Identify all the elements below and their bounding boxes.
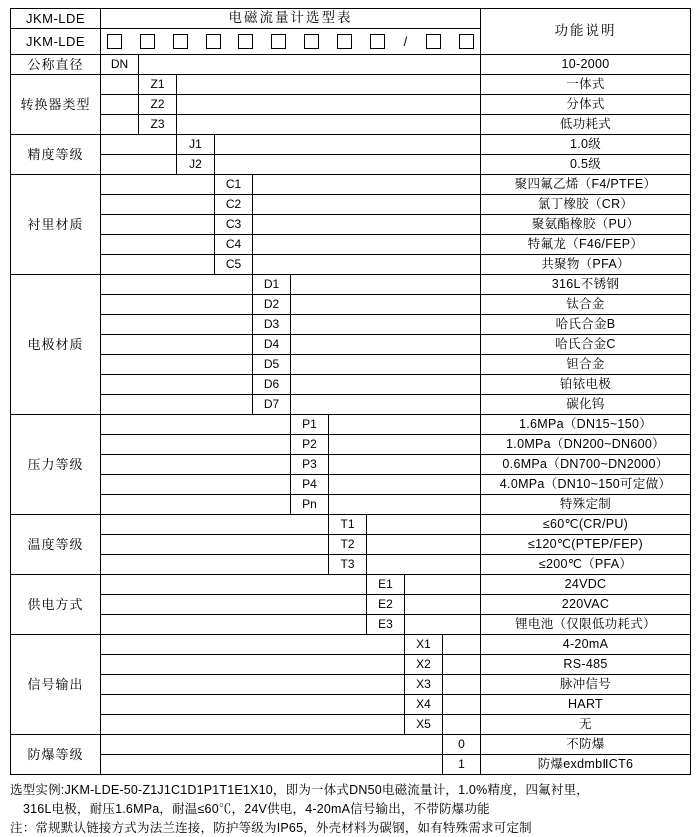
desc-pn: 特殊定制 (481, 495, 691, 515)
code-d2[interactable]: D2 (253, 295, 291, 315)
desc-x5: 无 (481, 715, 691, 735)
code-boxes-cell (101, 29, 481, 55)
blank-cell (291, 335, 481, 355)
table-row (11, 635, 691, 655)
blank-cell (291, 395, 481, 415)
code-x1[interactable]: X1 (405, 635, 443, 655)
blank-cell (443, 715, 481, 735)
code-ex-1[interactable]: 1 (443, 755, 481, 775)
code-x4[interactable]: X4 (405, 695, 443, 715)
blank-cell (101, 215, 215, 235)
blank-cell (101, 155, 177, 175)
code-z2[interactable]: Z2 (139, 95, 177, 115)
blank-cell (443, 675, 481, 695)
desc-z3: 低功耗式 (481, 115, 691, 135)
blank-cell (101, 735, 443, 755)
blank-cell (215, 155, 481, 175)
code-d3[interactable]: D3 (253, 315, 291, 335)
blank-cell (101, 535, 329, 555)
code-box-2[interactable] (140, 34, 155, 49)
table-row (11, 495, 691, 515)
notes-block (10, 781, 690, 837)
blank-cell (291, 275, 481, 295)
table-row (11, 155, 691, 175)
table-row (11, 515, 691, 535)
table-row (11, 235, 691, 255)
desc-d5: 钽合金 (481, 355, 691, 375)
code-j1[interactable]: J1 (177, 135, 215, 155)
code-t3[interactable]: T3 (329, 555, 367, 575)
note-example-line-2: 316L电极，耐压1.6MPa，耐温≤60℃，24V供电，4-20mA信号输出，不带防爆功能 (10, 800, 690, 819)
desc-t2: ≤120℃(PTEP/FEP) (481, 535, 691, 555)
table-row (11, 355, 691, 375)
desc-ex-0: 不防爆 (481, 735, 691, 755)
blank-cell (101, 595, 367, 615)
desc-j2: 0.5级 (481, 155, 691, 175)
desc-t3: ≤200℃（PFA） (481, 555, 691, 575)
model-code-cell: JKM-LDE (11, 29, 101, 55)
blank-cell (177, 95, 481, 115)
blank-cell (101, 555, 329, 575)
desc-x2: RS-485 (481, 655, 691, 675)
blank-cell (367, 535, 481, 555)
blank-cell (101, 675, 405, 695)
blank-cell (405, 595, 481, 615)
desc-c1: 聚四氟乙烯（F4/PTFE） (481, 175, 691, 195)
table-title-cell: 电磁流量计选型表 (101, 9, 481, 29)
table-row (11, 375, 691, 395)
code-d5[interactable]: D5 (253, 355, 291, 375)
model-prefix-cell: JKM-LDE (11, 9, 101, 29)
blank-cell (101, 95, 139, 115)
code-box-11[interactable] (459, 34, 474, 49)
desc-z1: 一体式 (481, 75, 691, 95)
code-e1[interactable]: E1 (367, 575, 405, 595)
row-label-accuracy-class: 精度等级 (11, 135, 101, 175)
row-label-electrode-material: 电极材质 (11, 275, 101, 415)
blank-cell (101, 715, 405, 735)
blank-cell (443, 635, 481, 655)
table-row (11, 595, 691, 615)
function-title-cell: 功能说明 (481, 9, 691, 55)
code-box-8[interactable] (337, 34, 352, 49)
table-row (11, 395, 691, 415)
blank-cell (101, 235, 215, 255)
code-c5[interactable]: C5 (215, 255, 253, 275)
blank-cell (101, 395, 253, 415)
table-row (11, 295, 691, 315)
row-label-pressure-class: 压力等级 (11, 415, 101, 515)
blank-cell (101, 575, 367, 595)
blank-cell (101, 415, 291, 435)
desc-d7: 碳化钨 (481, 395, 691, 415)
code-z3[interactable]: Z3 (139, 115, 177, 135)
blank-cell (177, 115, 481, 135)
blank-cell (101, 255, 215, 275)
desc-e2: 220VAC (481, 595, 691, 615)
desc-z2: 分体式 (481, 95, 691, 115)
code-box-3[interactable] (173, 34, 188, 49)
code-p1[interactable]: P1 (291, 415, 329, 435)
blank-cell (101, 135, 177, 155)
spec-table (10, 8, 691, 775)
blank-cell (253, 195, 481, 215)
desc-c5: 共聚物（PFA） (481, 255, 691, 275)
table-row (11, 315, 691, 335)
table-row (11, 715, 691, 735)
row-label-explosion-proof: 防爆等级 (11, 735, 101, 775)
table-header-row (11, 9, 691, 29)
blank-cell (139, 55, 481, 75)
blank-cell (101, 455, 291, 475)
blank-cell (101, 75, 139, 95)
table-row (11, 215, 691, 235)
blank-cell (101, 615, 367, 635)
blank-cell (101, 175, 215, 195)
table-row (11, 755, 691, 775)
desc-p3: 0.6MPa（DN700~DN2000） (481, 455, 691, 475)
desc-d6: 铂铱电极 (481, 375, 691, 395)
code-box-10[interactable] (426, 34, 441, 49)
table-row (11, 335, 691, 355)
blank-cell (329, 475, 481, 495)
desc-x3: 脉冲信号 (481, 675, 691, 695)
desc-e1: 24VDC (481, 575, 691, 595)
table-row (11, 695, 691, 715)
code-box-5[interactable] (238, 34, 253, 49)
desc-j1: 1.0级 (481, 135, 691, 155)
code-t1[interactable]: T1 (329, 515, 367, 535)
code-separator-slash: / (403, 35, 409, 49)
code-ex-0[interactable]: 0 (443, 735, 481, 755)
table-row (11, 75, 691, 95)
table-row (11, 55, 691, 75)
code-d1[interactable]: D1 (253, 275, 291, 295)
blank-cell (101, 335, 253, 355)
code-x5[interactable]: X5 (405, 715, 443, 735)
row-label-power-supply: 供电方式 (11, 575, 101, 635)
table-row (11, 615, 691, 635)
code-j2[interactable]: J2 (177, 155, 215, 175)
blank-cell (329, 455, 481, 475)
code-c1[interactable]: C1 (215, 175, 253, 195)
blank-cell (291, 295, 481, 315)
code-z1[interactable]: Z1 (139, 75, 177, 95)
desc-x1: 4-20mA (481, 635, 691, 655)
code-box-1[interactable] (107, 34, 122, 49)
blank-cell (443, 695, 481, 715)
code-dn[interactable]: DN (101, 55, 139, 75)
blank-cell (329, 495, 481, 515)
code-box-7[interactable] (304, 34, 319, 49)
code-d7[interactable]: D7 (253, 395, 291, 415)
code-box-4[interactable] (206, 34, 221, 49)
blank-cell (215, 135, 481, 155)
blank-cell (101, 295, 253, 315)
desc-c4: 特氟龙（F46/FEP） (481, 235, 691, 255)
table-row (11, 95, 691, 115)
table-row (11, 115, 691, 135)
desc-d4: 哈氏合金C (481, 335, 691, 355)
table-row (11, 175, 691, 195)
table-row (11, 435, 691, 455)
blank-cell (291, 375, 481, 395)
code-e3[interactable]: E3 (367, 615, 405, 635)
desc-ex-1: 防爆exdmbⅡCT6 (481, 755, 691, 775)
row-label-converter-type: 转换器类型 (11, 75, 101, 135)
code-d6[interactable]: D6 (253, 375, 291, 395)
table-row (11, 195, 691, 215)
code-p4[interactable]: P4 (291, 475, 329, 495)
blank-cell (101, 355, 253, 375)
row-label-lining-material: 衬里材质 (11, 175, 101, 275)
code-e2[interactable]: E2 (367, 595, 405, 615)
table-row (11, 655, 691, 675)
blank-cell (101, 275, 253, 295)
blank-cell (405, 575, 481, 595)
code-box-9[interactable] (370, 34, 385, 49)
desc-nominal-diameter: 10-2000 (481, 55, 691, 75)
note-default-config: 注：常规默认链接方式为法兰连接，防护等级为IP65，外壳材料为碳钢，如有特殊需求可定制 (10, 819, 690, 837)
row-label-temperature-class: 温度等级 (11, 515, 101, 575)
code-p2[interactable]: P2 (291, 435, 329, 455)
blank-cell (253, 215, 481, 235)
blank-cell (405, 615, 481, 635)
table-row (11, 475, 691, 495)
table-row (11, 675, 691, 695)
blank-cell (101, 115, 139, 135)
blank-cell (253, 175, 481, 195)
desc-p1: 1.6MPa（DN15~150） (481, 415, 691, 435)
table-row (11, 555, 691, 575)
desc-e3: 锂电池（仅限低功耗式） (481, 615, 691, 635)
blank-cell (101, 195, 215, 215)
desc-x4: HART (481, 695, 691, 715)
table-row (11, 255, 691, 275)
code-box-6[interactable] (271, 34, 286, 49)
desc-d1: 316L不锈钢 (481, 275, 691, 295)
blank-cell (291, 315, 481, 335)
blank-cell (101, 315, 253, 335)
row-label-nominal-diameter: 公称直径 (11, 55, 101, 75)
blank-cell (291, 355, 481, 375)
table-row (11, 415, 691, 435)
code-x2[interactable]: X2 (405, 655, 443, 675)
blank-cell (329, 435, 481, 455)
table-row (11, 575, 691, 595)
code-c2[interactable]: C2 (215, 195, 253, 215)
desc-d2: 钛合金 (481, 295, 691, 315)
blank-cell (367, 515, 481, 535)
blank-cell (329, 415, 481, 435)
code-x3[interactable]: X3 (405, 675, 443, 695)
blank-cell (101, 755, 443, 775)
blank-cell (367, 555, 481, 575)
blank-cell (443, 655, 481, 675)
blank-cell (101, 475, 291, 495)
blank-cell (101, 515, 329, 535)
blank-cell (101, 435, 291, 455)
desc-d3: 哈氏合金B (481, 315, 691, 335)
table-row (11, 735, 691, 755)
desc-p4: 4.0MPa（DN10~150可定做） (481, 475, 691, 495)
table-row (11, 455, 691, 475)
blank-cell (177, 75, 481, 95)
blank-cell (101, 495, 291, 515)
code-t2[interactable]: T2 (329, 535, 367, 555)
table-row (11, 275, 691, 295)
blank-cell (101, 375, 253, 395)
code-p3[interactable]: P3 (291, 455, 329, 475)
blank-cell (253, 255, 481, 275)
blank-cell (101, 695, 405, 715)
note-example-line-1: 选型实例:JKM-LDE-50-Z1J1C1D1P1T1E1X10，即为一体式DN50电磁流量计，1.0%精度，四氟衬里， (10, 781, 690, 800)
code-c4[interactable]: C4 (215, 235, 253, 255)
blank-cell (101, 635, 405, 655)
desc-p2: 1.0MPa（DN200~DN600） (481, 435, 691, 455)
row-label-signal-output: 信号输出 (11, 635, 101, 735)
code-pn[interactable]: Pn (291, 495, 329, 515)
table-row (11, 135, 691, 155)
table-row (11, 535, 691, 555)
desc-c3: 聚氨酯橡胶（PU） (481, 215, 691, 235)
code-c3[interactable]: C3 (215, 215, 253, 235)
blank-cell (101, 655, 405, 675)
blank-cell (253, 235, 481, 255)
desc-c2: 氯丁橡胶（CR） (481, 195, 691, 215)
desc-t1: ≤60℃(CR/PU) (481, 515, 691, 535)
code-d4[interactable]: D4 (253, 335, 291, 355)
